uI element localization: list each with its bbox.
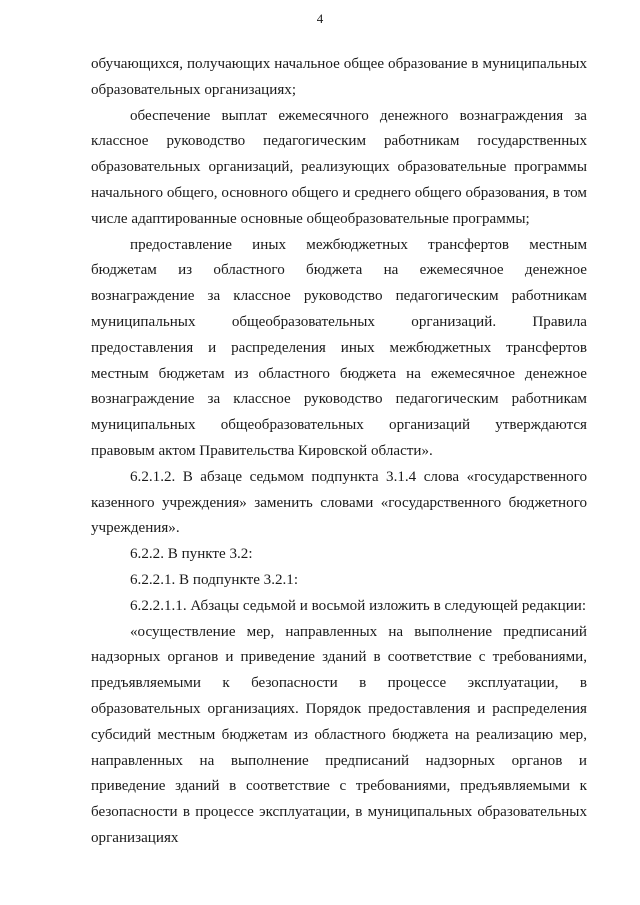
paragraph-7: 6.2.2.1.1. Абзацы седьмой и восьмой изложить в следующей редакции: xyxy=(130,597,587,614)
page-number: 4 xyxy=(316,11,324,26)
paragraph-8: «осуществление мер, направленных на выполнение предписаний надзорных органов и приведение зданий в соответствие с требованиями, предъявляемыми к безопасности в процессе эксплуатации, в образовательных организациях. Порядок предоставления и распределения субсидий местным бюджетам из областного бюджета на реализацию мер, направленных на выполнение предписаний надзорных органов и приведение зданий в соответствие с требованиями, предъявляемыми к безопасности в процессе эксплуатации, в муниципальных образовательных организациях xyxy=(91,623,587,846)
paragraph-2: обеспечение выплат ежемесячного денежного вознаграждения за классное руководство педагогическим работникам государственных образовательных организаций, реализующих образовательные программы начального общего, основного общего и среднего общего образования, в том числе адаптированные основные общеобразовательные программы; xyxy=(91,107,587,227)
paragraph-1: обучающихся, получающих начальное общее образование в муниципальных образовательных организациях; xyxy=(91,56,587,98)
document-body xyxy=(91,52,587,852)
paragraph-3: предоставление иных межбюджетных трансфертов местным бюджетам из областного бюджета на ежемесячное денежное вознаграждение за классное руководство педагогическим работникам муниципальных общеобразовательных организаций. Правила предоставления и распределения иных межбюджетных трансфертов местным бюджетам из областного бюджета на ежемесячное денежное вознаграждение за классное руководство педагогическим работникам муниципальных общеобразовательных организаций утверждаются правовым актом Правительства Кировской области». xyxy=(91,236,587,459)
paragraph-6: 6.2.2.1. В подпункте 3.2.1: xyxy=(130,571,299,588)
paragraph-4: 6.2.1.2. В абзаце седьмом подпункта 3.1.4 слова «государственного казенного учреждения» заменить словами «государственного бюджетного учреждения». xyxy=(91,468,587,537)
paragraph-5: 6.2.2. В пункте 3.2: xyxy=(130,546,253,563)
